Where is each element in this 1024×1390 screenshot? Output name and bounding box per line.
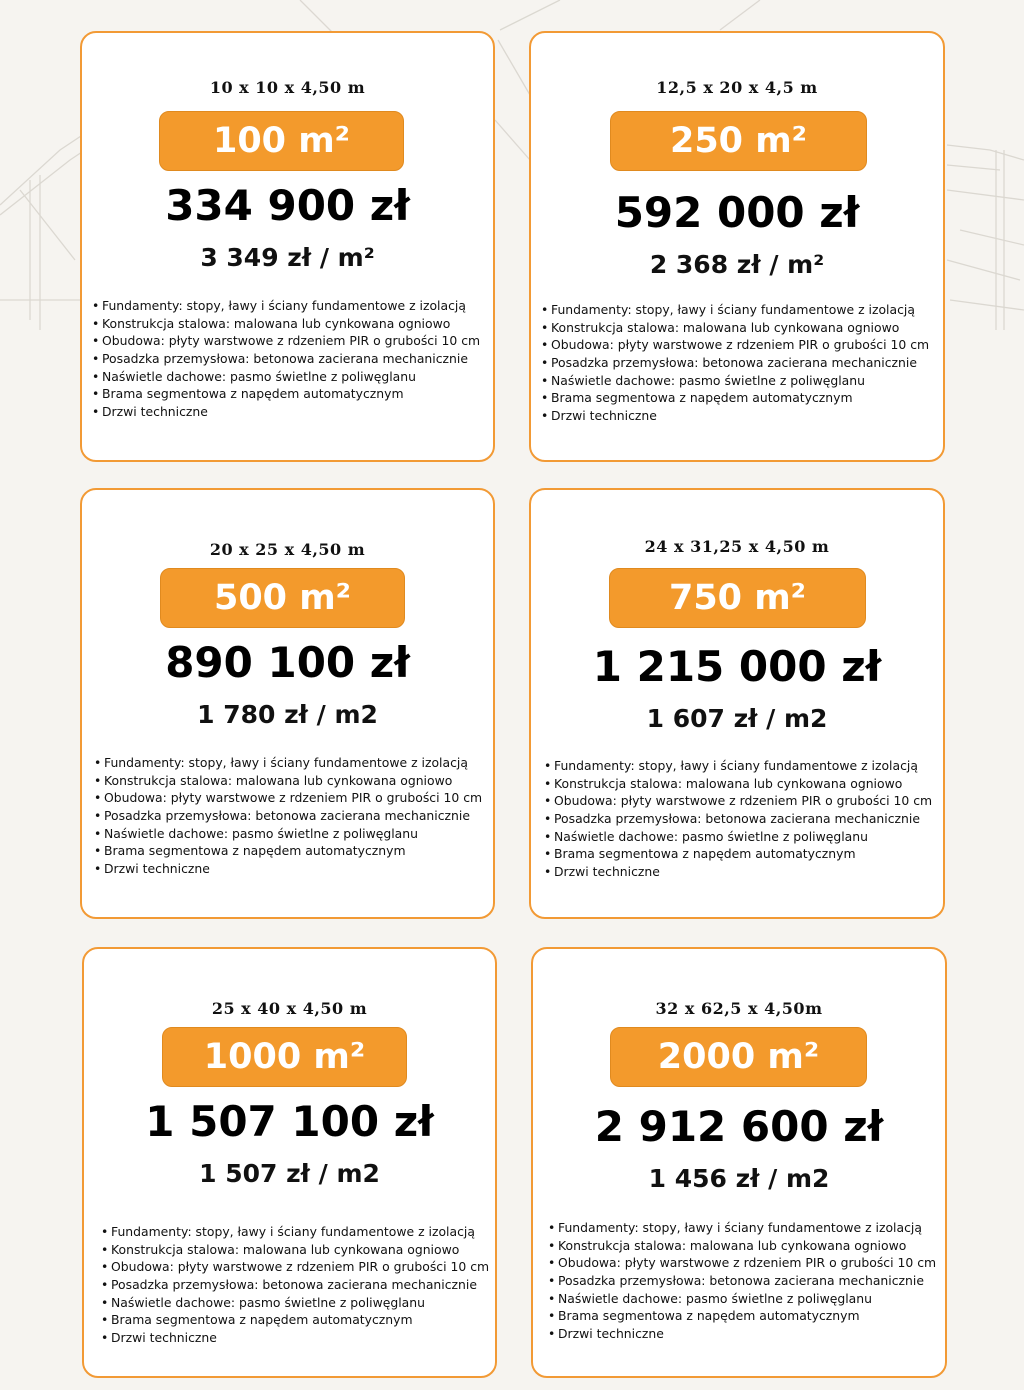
feature-item: • Obudowa: płyty warstwowe z rdzeniem PIR o grubości 10 cm — [548, 1255, 937, 1271]
feature-item: • Fundamenty: stopy, ławy i ściany fundamentowe z izolacją — [94, 755, 468, 770]
total-price: 1 215 000 zł — [592, 642, 882, 691]
feature-item: • Obudowa: płyty warstwowe z rdzeniem PIR o grubości 10 cm — [101, 1259, 490, 1275]
feature-item: • Naświetle dachowe: pasmo świetlne z poliwęglanu — [94, 825, 418, 841]
price-per-m2: 2 368 zł / m² — [649, 250, 825, 279]
feature-item: • Drzwi techniczne — [548, 1326, 664, 1342]
feature-item: • Posadzka przemysłowa: betonowa zacierana mechanicznie — [544, 811, 920, 827]
offer-card-2000 — [531, 947, 947, 1378]
feature-list — [548, 1219, 936, 1343]
total-price: 334 900 zł — [165, 181, 410, 230]
hall-dimensions: 24 x 31,25 x 4,50 m — [644, 537, 830, 556]
area-badge: 1000 m² — [162, 1027, 407, 1087]
feature-item: • Konstrukcja stalowa: malowana lub cynkowana ogniowo — [544, 775, 903, 791]
feature-item: • Konstrukcja stalowa: malowana lub cynkowana ogniowo — [94, 772, 453, 788]
feature-item: • Drzwi techniczne — [94, 861, 210, 877]
feature-list — [94, 754, 482, 878]
feature-item: • Konstrukcja stalowa: malowana lub cynkowana ogniowo — [101, 1241, 460, 1257]
feature-item: • Fundamenty: stopy, ławy i ściany fundamentowe z izolacją — [548, 1220, 922, 1235]
feature-item: • Konstrukcja stalowa: malowana lub cynkowana ogniowo — [92, 315, 451, 331]
area-badge: 250 m² — [610, 111, 867, 171]
hall-dimensions: 20 x 25 x 4,50 m — [209, 540, 366, 559]
offer-card-750 — [529, 488, 945, 919]
feature-item: • Drzwi techniczne — [544, 864, 660, 880]
price-per-m2: 1 507 zł / m2 — [199, 1159, 380, 1188]
feature-item: • Posadzka przemysłowa: betonowa zacierana mechanicznie — [541, 355, 917, 371]
feature-item: • Fundamenty: stopy, ławy i ściany fundamentowe z izolacją — [541, 302, 915, 317]
offer-card-1000 — [82, 947, 497, 1378]
feature-item: • Posadzka przemysłowa: betonowa zacierana mechanicznie — [101, 1277, 477, 1293]
area-badge: 100 m² — [159, 111, 404, 171]
feature-item: • Posadzka przemysłowa: betonowa zacierana mechanicznie — [92, 351, 468, 367]
feature-item: • Drzwi techniczne — [541, 408, 657, 424]
offer-card-100 — [80, 31, 495, 462]
feature-item: • Brama segmentowa z napędem automatycznym — [541, 390, 853, 406]
feature-item: • Brama segmentowa z napędem automatycznym — [548, 1308, 860, 1324]
price-per-m2: 1 780 zł / m2 — [197, 700, 378, 729]
feature-item: • Naświetle dachowe: pasmo świetlne z poliwęglanu — [101, 1294, 425, 1310]
feature-item: • Drzwi techniczne — [101, 1330, 217, 1346]
feature-item: • Obudowa: płyty warstwowe z rdzeniem PIR o grubości 10 cm — [94, 790, 483, 806]
offer-card-500 — [80, 488, 495, 919]
feature-list — [544, 757, 932, 881]
hall-dimensions: 32 x 62,5 x 4,50m — [655, 999, 823, 1018]
total-price: 1 507 100 zł — [145, 1097, 434, 1146]
feature-item: • Konstrukcja stalowa: malowana lub cynkowana ogniowo — [548, 1237, 907, 1253]
feature-list — [541, 301, 929, 425]
price-per-m2: 3 349 zł / m² — [200, 243, 375, 272]
feature-item: • Fundamenty: stopy, ławy i ściany fundamentowe z izolacją — [544, 758, 918, 773]
feature-item: • Konstrukcja stalowa: malowana lub cynkowana ogniowo — [541, 319, 900, 335]
area-badge: 750 m² — [609, 568, 866, 628]
feature-item: • Posadzka przemysłowa: betonowa zacierana mechanicznie — [94, 808, 470, 824]
feature-item: • Naświetle dachowe: pasmo świetlne z poliwęglanu — [548, 1290, 872, 1306]
hall-dimensions: 12,5 x 20 x 4,5 m — [656, 78, 818, 97]
price-per-m2: 1 456 zł / m2 — [648, 1164, 830, 1193]
total-price: 592 000 zł — [614, 188, 860, 237]
hall-dimensions: 10 x 10 x 4,50 m — [209, 78, 366, 97]
feature-item: • Fundamenty: stopy, ławy i ściany fundamentowe z izolacją — [92, 298, 466, 313]
feature-list — [92, 297, 480, 421]
total-price: 2 912 600 zł — [594, 1102, 884, 1151]
feature-item: • Brama segmentowa z napędem automatycznym — [92, 386, 404, 402]
feature-item: • Brama segmentowa z napędem automatycznym — [544, 846, 856, 862]
price-per-m2: 1 607 zł / m2 — [646, 704, 828, 733]
feature-item: • Obudowa: płyty warstwowe z rdzeniem PIR o grubości 10 cm — [92, 333, 481, 349]
feature-item: • Brama segmentowa z napędem automatycznym — [101, 1312, 413, 1328]
feature-item: • Posadzka przemysłowa: betonowa zacierana mechanicznie — [548, 1273, 924, 1289]
feature-item: • Naświetle dachowe: pasmo świetlne z poliwęglanu — [92, 368, 416, 384]
offer-card-250 — [529, 31, 945, 462]
feature-item: • Naświetle dachowe: pasmo świetlne z poliwęglanu — [544, 828, 868, 844]
feature-item: • Fundamenty: stopy, ławy i ściany fundamentowe z izolacją — [101, 1224, 475, 1239]
feature-item: • Drzwi techniczne — [92, 404, 208, 420]
area-badge: 500 m² — [160, 568, 405, 628]
hall-dimensions: 25 x 40 x 4,50 m — [211, 999, 368, 1018]
feature-item: • Brama segmentowa z napędem automatycznym — [94, 843, 406, 859]
feature-item: • Obudowa: płyty warstwowe z rdzeniem PIR o grubości 10 cm — [544, 793, 933, 809]
feature-item: • Obudowa: płyty warstwowe z rdzeniem PIR o grubości 10 cm — [541, 337, 930, 353]
total-price: 890 100 zł — [165, 638, 410, 687]
feature-item: • Naświetle dachowe: pasmo świetlne z poliwęglanu — [541, 372, 865, 388]
feature-list — [101, 1223, 489, 1347]
area-badge: 2000 m² — [610, 1027, 867, 1087]
